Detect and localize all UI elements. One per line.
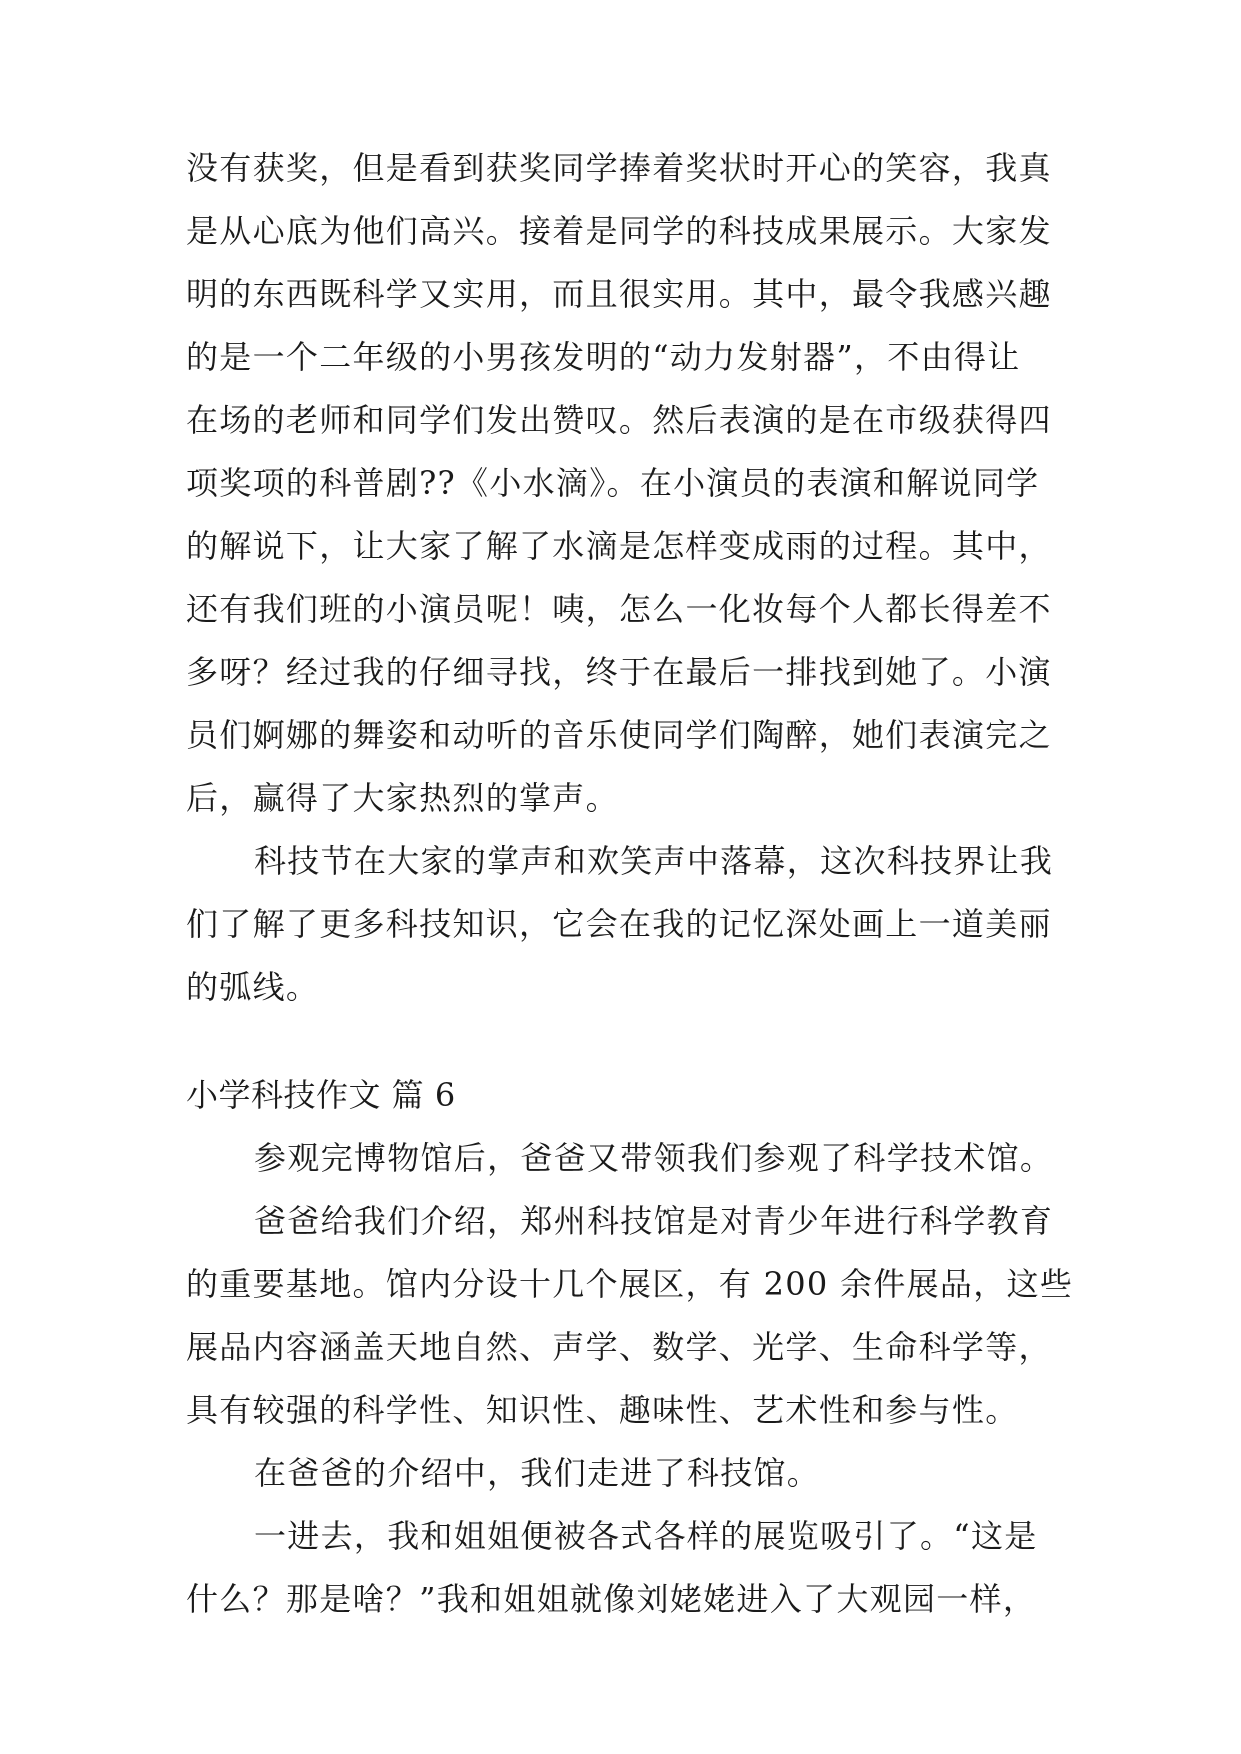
paragraph-5-line-1: 在爸爸的介绍中，我们走进了科技馆。	[254, 1454, 821, 1492]
paragraph-1-line-6: 项奖项的科普剧??《小水滴》。在小演员的表演和解说同学	[186, 464, 1040, 502]
paragraph-3-line-1: 参观完博物馆后，爸爸又带领我们参观了科学技术馆。	[254, 1139, 1054, 1177]
paragraph-4-line-3: 展品内容涵盖天地自然、声学、数学、光学、生命科学等，	[186, 1328, 1052, 1366]
paragraph-1-line-1: 没有获奖，但是看到获奖同学捧着奖状时开心的笑容，我真	[186, 149, 1052, 187]
paragraph-1-line-2: 是从心底为他们高兴。接着是同学的科技成果展示。大家发	[186, 212, 1052, 250]
paragraph-6-line-2: 什么？那是啥？”我和姐姐就像刘姥姥进入了大观园一样，	[186, 1580, 1037, 1618]
paragraph-4-line-4: 具有较强的科学性、知识性、趣味性、艺术性和参与性。	[186, 1391, 1019, 1429]
paragraph-2-line-2: 们了解了更多科技知识，它会在我的记忆深处画上一道美丽	[186, 905, 1052, 943]
paragraph-2-line-1: 科技节在大家的掌声和欢笑声中落幕，这次科技界让我	[254, 842, 1054, 880]
paragraph-1-line-11: 后，赢得了大家热烈的掌声。	[186, 779, 619, 817]
paragraph-1-line-4: 的是一个二年级的小男孩发明的“动力发射器”，不由得让	[186, 338, 1021, 376]
paragraph-1-line-7: 的解说下，让大家了解了水滴是怎样变成雨的过程。其中，	[186, 527, 1052, 565]
paragraph-1-line-8: 还有我们班的小演员呢！咦，怎么一化妆每个人都长得差不	[186, 590, 1052, 628]
paragraph-2-line-3: 的弧线。	[186, 968, 320, 1006]
paragraph-4-line-2: 的重要基地。馆内分设十几个展区，有 200 余件展品，这些	[186, 1265, 1074, 1303]
paragraph-1-line-9: 多呀？经过我的仔细寻找，终于在最后一排找到她了。小演	[186, 653, 1052, 691]
paragraph-1-line-10: 员们婀娜的舞姿和动听的音乐使同学们陶醉，她们表演完之	[186, 716, 1052, 754]
paragraph-4-line-1: 爸爸给我们介绍，郑州科技馆是对青少年进行科学教育	[254, 1202, 1054, 1240]
section-heading: 小学科技作文 篇 6	[186, 1076, 456, 1114]
paragraph-1-line-5: 在场的老师和同学们发出赞叹。然后表演的是在市级获得四	[186, 401, 1052, 439]
paragraph-6-line-1: 一进去，我和姐姐便被各式各样的展览吸引了。“这是	[254, 1517, 1038, 1555]
paragraph-1-line-3: 明的东西既科学又实用，而且很实用。其中，最令我感兴趣	[186, 275, 1052, 313]
